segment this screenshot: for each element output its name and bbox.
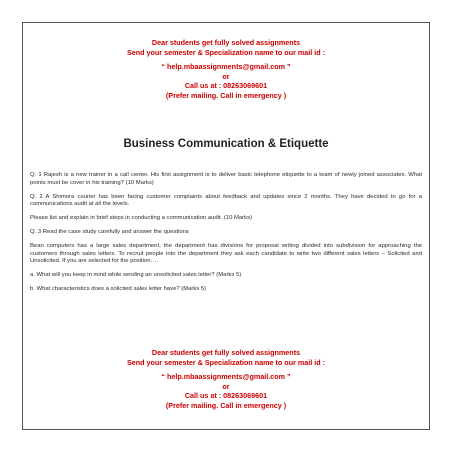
promo-email: “ help.mbaassignments@gmail.com ” — [161, 372, 291, 382]
promo-or: or — [222, 71, 230, 81]
promo-line-2: Send your semester & Specialization name to our mail id : — [126, 357, 326, 367]
promo-email: “ help.mbaassignments@gmail.com ” — [161, 62, 291, 72]
promo-block-top — [22, 38, 430, 101]
promo-or: or — [222, 381, 230, 391]
question-2-task: Please list and explain in brief steps in conducting a communication audit. (10 Marks) — [30, 215, 252, 222]
promo-line-2: Send your semester & Specialization name to our mail id : — [126, 47, 326, 57]
question-1: Q. 1 Rajesh is a new trainer in a call center. His first assignment is to deliver basic telephone etiquette to a team of newly joined associates. What points must be cover in his training? (10 Marks) — [30, 172, 422, 186]
promo-line-1: Dear students get fully solved assignments — [151, 38, 301, 47]
question-3: Q. 3 Read the case study carefully and answer the questions — [30, 229, 189, 236]
promo-note: (Prefer mailing. Call in emergency ) — [165, 90, 287, 100]
question-3a: a. What will you keep in mind while sending an unsolicited sales letter? (Marks 5) — [30, 272, 242, 279]
promo-block-bottom — [22, 348, 430, 411]
promo-call: Call us at : 08263069601 — [184, 391, 268, 401]
question-3b: b. What characteristics does a solicited sales letter have? (Marks 5) — [30, 286, 207, 293]
promo-call: Call us at : 08263069601 — [184, 81, 268, 91]
promo-line-1: Dear students get fully solved assignments — [151, 348, 301, 357]
document-title: Business Communication & Etiquette — [123, 138, 329, 150]
question-2: Q. 2 A Shimora courier has been facing customer complaints about feedback and updates since 2 months. They have decided to go for a communications audit at all the levels. — [30, 193, 422, 208]
case-study: Bean computers has a large sales department, the department has divisions for proposal writing divided into subdivision for approaching the customers through sales letters. To recruit people into the department they ask each candidate to write two different sales letters – Solicited and Unsolicited. If you are selected for the position…. — [30, 242, 422, 265]
questions-body — [30, 172, 422, 300]
promo-note: (Prefer mailing. Call in emergency ) — [165, 400, 287, 410]
